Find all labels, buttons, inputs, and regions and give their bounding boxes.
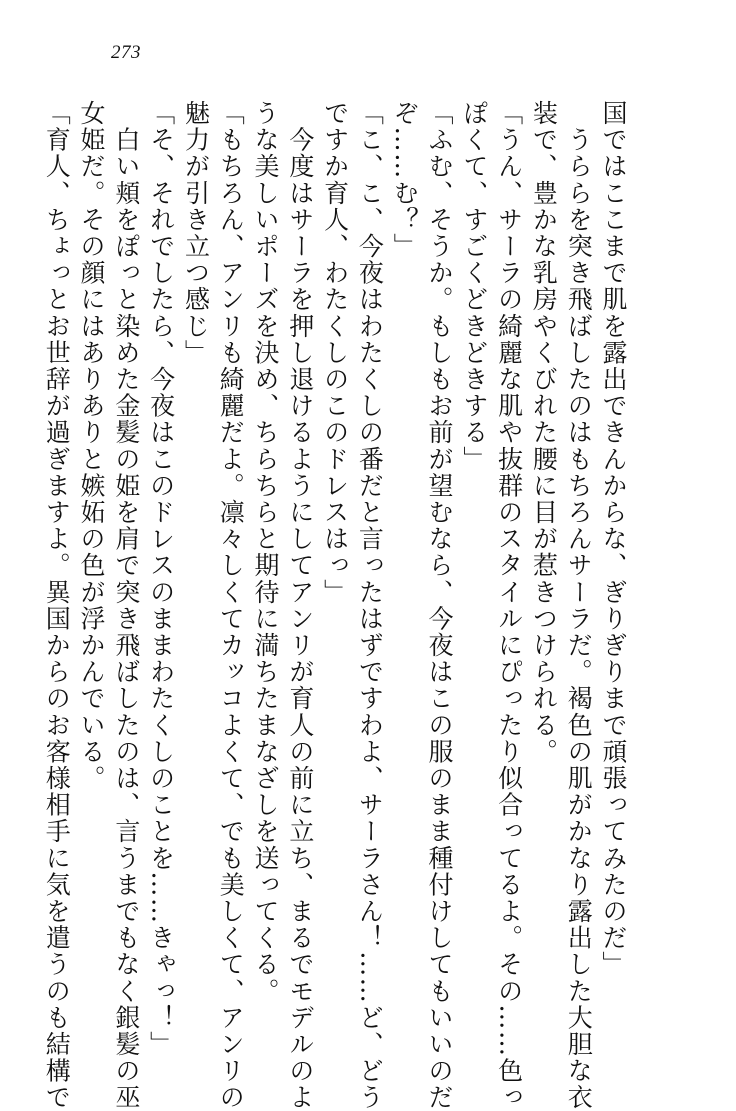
page-number: 273 [111, 42, 141, 63]
text-line: 女姫だ。その顔にはありありと嫉妬の色が浮かんでいる。 [77, 100, 107, 792]
text-line: 「こ、こ、今夜はわたくしの番だと言ったはずですわよ、サーラさん！……ど、どう [355, 100, 385, 1111]
text-line: ですか育人、わたくしのこのドレスはっ」 [320, 100, 350, 606]
text-line: うららを突き飛ばしたのはもちろんサーラだ。褐色の肌がかなり露出した大胆な衣 [564, 100, 594, 1111]
text-line: 「育人、ちょっとお世辞が過ぎますよ。異国からのお客様相手に気を遣うのも結構で [42, 100, 72, 1111]
text-line: 魅力が引き立つ感じ」 [181, 100, 211, 366]
text-line: ぽくて、すごくどきどきする」 [459, 100, 489, 473]
text-line: ぞ……む？」 [390, 100, 420, 260]
text-line: 今度はサーラを押し退けるようにしてアンリが育人の前に立ち、まるでモデルのよ [285, 100, 315, 1111]
vertical-text-body [38, 100, 630, 1111]
text-line: 「うん、サーラの綺麗な肌や抜群のスタイルにぴったり似合ってるよ。その……色っ [494, 100, 524, 1111]
text-line: 「そ、それでしたら、今夜はこのドレスのままわたくしのことを……きゃっ！」 [146, 100, 176, 1058]
text-line: 装で、豊かな乳房やくびれた腰に目が惹きつけられる。 [529, 100, 559, 765]
text-line: 「ふむ、そうか。もしもお前が望むなら、今夜はこの服のまま種付けしてもいいのだ [425, 100, 455, 1111]
text-line: 「もちろん、アンリも綺麗だよ。凛々しくてカッコよくて、でも美しくて、アンリの [216, 100, 246, 1111]
text-line: 国ではここまで肌を露出できんからな、ぎりぎりまで頑張ってみたのだ」 [599, 100, 628, 978]
text-line: 白い頬をぽっと染めた金髪の姫を肩で突き飛ばしたのは、言うまでもなく銀髪の巫 [111, 100, 141, 1111]
text-line: うな美しいポーズを決め、ちらちらと期待に満ちたまなざしを送ってくる。 [251, 100, 281, 1005]
